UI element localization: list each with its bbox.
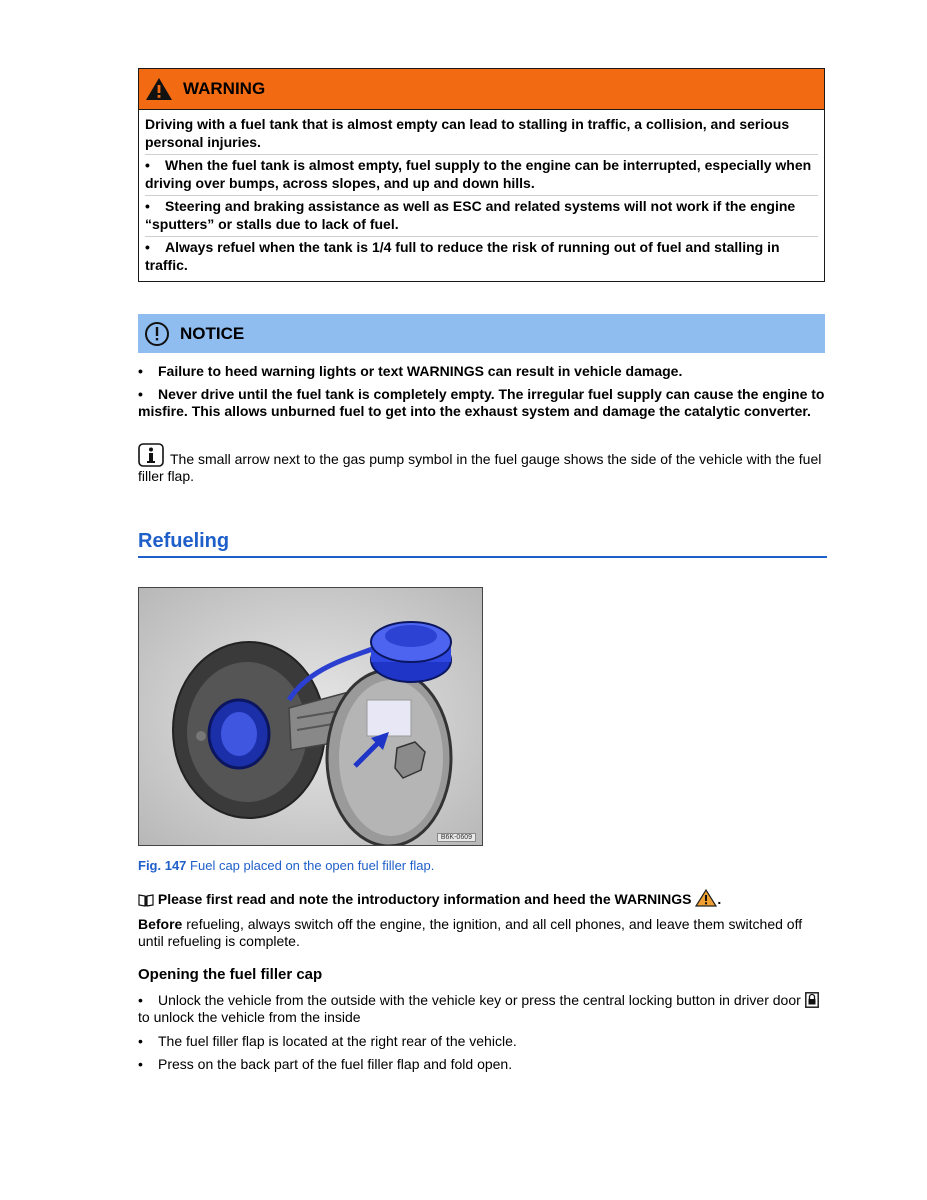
- steps-list: [138, 992, 825, 1074]
- intro-line: Please first read and note the introductory information and heed the WARNINGS .: [138, 889, 825, 907]
- manual-page: [138, 68, 825, 1080]
- section-title: Refueling: [138, 530, 827, 558]
- warning-title: WARNING: [183, 79, 266, 98]
- info-note: The small arrow next to the gas pump symbol in the fuel gauge shows the side of the vehicle with the fuel filler flap.: [138, 443, 825, 486]
- figure-fuel-cap: [138, 587, 483, 846]
- warning-bullet: • Always refuel when the tank is 1/4 full to reduce the risk of running out of fuel and stalling in traffic.: [145, 236, 818, 277]
- warning-triangle-icon: [695, 889, 717, 907]
- figure-number: Fig. 147: [138, 857, 187, 873]
- warning-bullet: • Steering and braking assistance as well as ESC and related systems will not work if the engine “sputters” or stalls due to lack of fuel.: [145, 195, 818, 236]
- fuel-cap-illustration: [139, 588, 482, 845]
- exclamation-circle-icon: [144, 321, 170, 347]
- list-item: • Unlock the vehicle from the outside with the vehicle key or press the central locking button in driver door to unlock the vehicle from the inside: [138, 992, 825, 1027]
- warning-paragraph: Driving with a fuel tank that is almost empty can lead to stalling in traffic, a collision, and serious personal injuries.: [145, 116, 790, 150]
- subheading-opening-cap: Opening the fuel filler cap: [138, 965, 323, 983]
- before-paragraph: Before refueling, always switch off the engine, the ignition, and all cell phones, and leave them switched off until refueling is complete.: [138, 915, 803, 949]
- info-icon: [138, 443, 164, 467]
- warning-box: [138, 68, 825, 282]
- notice-list: [138, 363, 825, 421]
- notice-bullet: • Failure to heed warning lights or text WARNINGS can result in vehicle damage.: [138, 363, 683, 379]
- figure-caption-text: Fuel cap placed on the open fuel filler flap.: [190, 857, 435, 873]
- warning-triangle-icon: [145, 77, 173, 101]
- warning-header: [139, 69, 824, 110]
- warning-body: [139, 110, 824, 281]
- book-icon: [138, 893, 154, 907]
- list-item: • The fuel filler flap is located at the right rear of the vehicle.: [138, 1032, 517, 1049]
- list-item: • Press on the back part of the fuel filler flap and fold open.: [138, 1056, 513, 1072]
- figure-caption: [138, 858, 825, 873]
- figure-code: B6K-0609: [437, 833, 476, 842]
- notice-title: NOTICE: [180, 323, 245, 343]
- lock-icon: [805, 992, 819, 1008]
- warning-bullet: • When the fuel tank is almost empty, fuel supply to the engine can be interrupted, especially when driving over bumps, across slopes, and up and down hills.: [145, 154, 818, 195]
- notice-bullet: • Never drive until the fuel tank is completely empty. The irregular fuel supply can cause the engine to misfire. This allows unburned fuel to get into the exhaust system and damage the catalytic converter.: [138, 385, 825, 419]
- notice-header: [138, 314, 825, 353]
